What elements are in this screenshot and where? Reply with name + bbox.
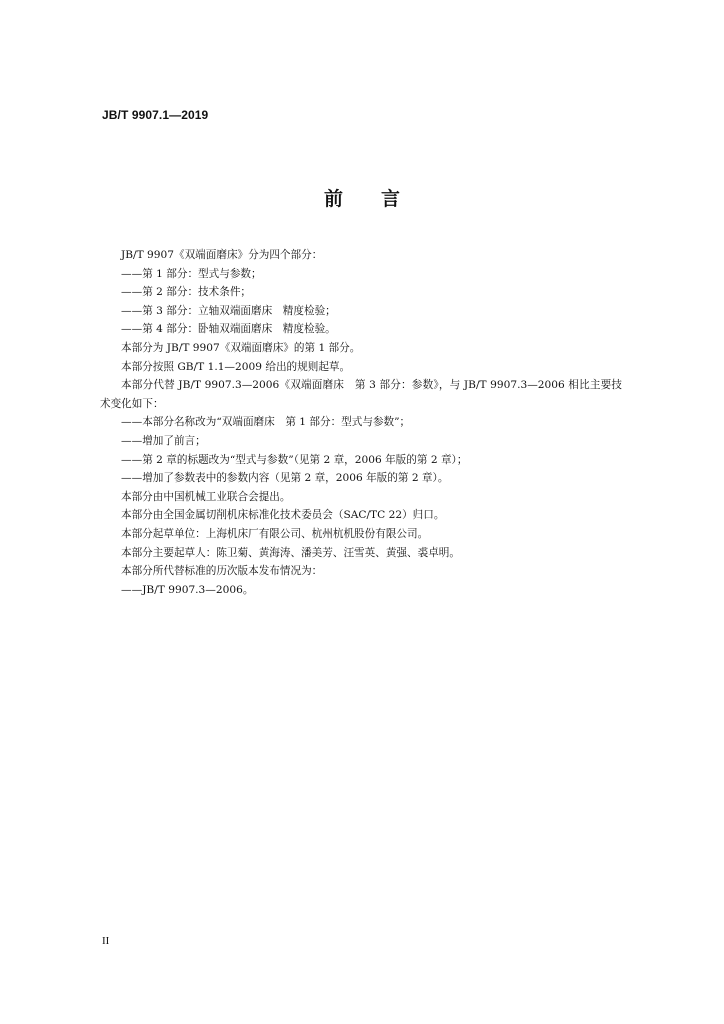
list-item: ——第 1 部分：型式与参数； [121,267,262,280]
paragraph: 本部分为 JB/T 9907《双端面磨床》的第 1 部分。 [121,341,361,354]
list-item: ——本部分名称改为“双端面磨床 第 1 部分：型式与参数”； [121,416,411,429]
paragraph: 本部分按照 GB/T 1.1—2009 给出的规则起草。 [121,360,351,373]
paragraph: 本部分主要起草人：陈卫菊、黄海涛、潘美芳、汪雪英、黄强、裘卓明。 [121,546,460,559]
list-item: ——第 2 部分：技术条件； [121,286,252,299]
foreword-body [100,246,622,599]
paragraph: 本部分由中国机械工业联合会提出。 [121,490,291,503]
list-item: ——增加了前言； [121,434,206,447]
page-number: II [102,935,110,947]
list-item: ——JB/T 9907.3—2006。 [121,583,254,596]
list-item: ——第 3 部分：立轴双端面磨床 精度检验； [121,304,336,317]
page-title: 前言 [323,188,438,210]
standard-code: JB/T 9907.1—2019 [102,108,209,122]
paragraph: 本部分由全国金属切削机床标准化技术委员会（SAC/TC 22）归口。 [121,509,445,522]
paragraph: JB/T 9907《双端面磨床》分为四个部分： [121,249,323,261]
list-item: ——第 4 部分：卧轴双端面磨床 精度检验。 [121,323,336,336]
paragraph: 本部分所代替标准的历次版本发布情况为： [121,565,323,578]
list-item: ——第 2 章的标题改为“型式与参数”（见第 2 章，2006 年版的第 2 章）； [121,453,468,466]
paragraph: 本部分代替 JB/T 9907.3—2006《双端面磨床 第 3 部分：参数》，与 JB/T 9907.3—2006 相比主要技术变化如下： [100,379,622,410]
list-item: ——增加了参数表中的参数内容（见第 2 章，2006 年版的第 2 章）。 [121,472,449,485]
paragraph: 本部分起草单位：上海机床厂有限公司、杭州杭机股份有限公司。 [121,527,429,540]
